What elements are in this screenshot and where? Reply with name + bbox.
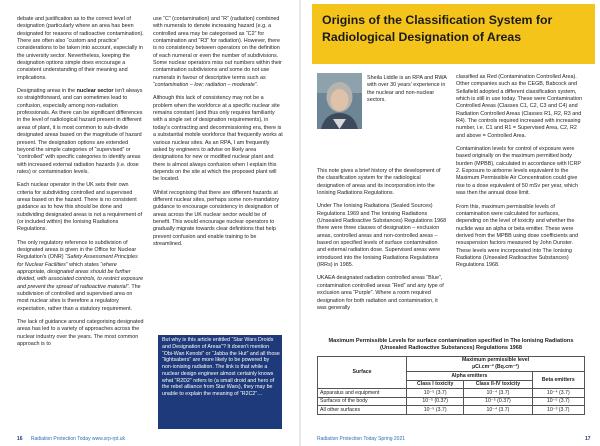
contamination-levels-table: [317, 356, 585, 415]
header-alpha: Alpha emitters: [407, 372, 532, 381]
page-number: 16: [17, 436, 23, 442]
left-column-1: [17, 16, 145, 354]
page-number: 17: [585, 436, 591, 442]
right-column-2: [456, 74, 586, 276]
cell-surface: All other surfaces: [318, 406, 407, 415]
paragraph: [17, 88, 145, 176]
paragraph: [153, 16, 283, 89]
header-class1: Class I toxicity: [407, 380, 464, 389]
bold-term: nuclear sector: [76, 88, 114, 95]
italic-quote: “where appropriate, designated areas should be further divided, with associated controls, to restrict exposure and prevent the spread of radioactive material”.: [17, 261, 144, 290]
paragraph: Whilst recognising that there are different hazards at different nuclear sites, perhaps some non-mandatory guidance to encourage consistency in designation of areas across the UK nuclear sector would be of benefit. This would encourage nuclear operators to gradually migrate towards clear definitions that help prevent confusion and enable training to be streamlined.: [153, 189, 280, 247]
text-run: which states: [67, 261, 101, 268]
paragraph: Contamination levels for control of exposure were based originally on the maximum permitted body burden (MPBB), calculated in accordance with ICRP 2. Exposure to airborne levels equivalent to the Maximum Permissible Air Concentration could give rise to a dose equivalent of 50 mSv per year, which was then the annual dose limit.: [456, 146, 581, 197]
left-footer: [17, 436, 125, 442]
paragraph: The lack of guidance around categorising designated areas has led to a variety of approaches across the nuclear industry over the years. The most common approach is to: [17, 319, 144, 348]
cell-class2: 10⁻⁵ (0.37): [464, 397, 532, 406]
contamination-table-block: [317, 338, 585, 415]
header-surface: Surface: [318, 356, 407, 388]
cell-surface: Apparatus and equipment: [318, 389, 407, 398]
publication-name: Radiation Protection Today: [317, 436, 377, 442]
text-run: isn't always so straightforward, and can sometimes lead to confusion, especially among non-radiation professionals. As there can be significant differences in the level of radiological hazard present in different areas of plant, it is most common to sub-divide designated areas based on the magnitude of hazard present. The designation options are extended beyond the simple categories of “supervised” or “controlled” with specific categories to identify areas with increased external radiation hazards (i.e. dose rates) or contamination levels.: [17, 88, 143, 175]
text-run: The only regulatory reference to subdivision of designated areas is given in the Office for Nuclear Regulation's (ONR): [17, 239, 137, 261]
right-footer: [317, 436, 405, 442]
paragraph: [17, 240, 145, 313]
article-title: Origins of the Classification System for Radiological Designation of Areas: [322, 13, 553, 44]
article-title-box: [312, 4, 595, 64]
cell-class2: 10⁻⁴ (3.7): [464, 406, 532, 415]
cell-class1: 10⁻⁵ (3.7): [407, 406, 464, 415]
cell-class2: 10⁻⁴ (3.7): [464, 389, 532, 398]
callout-text: But why is this article entitled “Star Wars Droids and Designation of Areas”? It doesn't mention “Obi-Wan Kenobi” or “Jabba the Hut” and all those “lightsabers” are more likely to be powered by non-ionising radiation. The link is that while a nuclear design engineer almost certainly knows what “R2D2” refers to (a small droid and hero of the rebel alliance from Star Wars), they may be unable to explain the meaning of “R2C2”…: [162, 337, 280, 397]
header-beta: Beta emitters: [532, 372, 584, 389]
cell-beta: 10⁻⁴ (3.7): [532, 389, 584, 398]
italic-title: “Safety Assessment Principles for Nuclear Facilities”: [17, 254, 138, 268]
cell-surface: Surfaces of the body: [318, 397, 407, 406]
publication-url[interactable]: www.srp-rpt.uk: [91, 436, 126, 442]
author-portrait-image: [317, 73, 362, 129]
paragraph: Each nuclear operator in the UK sets their own criteria for subdividing controlled and supervised areas based on the hazard. There is no consistent guidance as to how this should be done and subdividing designated areas is not a requirement of (or included within) the Ionising Radiations Regulations.: [17, 182, 142, 233]
paragraph: debate and justification as to the correct level of designation (particularly where an area has been designated for reasons of radioactive contamination). There are often also “custom and practice” considerations to be taken into account, especially in the university sector. Nevertheless, keeping the designation options simple does encourage a consistent understanding of their meaning and implications.: [17, 16, 144, 81]
table-row: [318, 406, 585, 415]
italic-quote: “contamination – low; radiation – moderate”.: [153, 82, 259, 89]
header-class2: Class II-IV toxicity: [464, 380, 532, 389]
paragraph: classified as Red (Contamination Controlled Area). Other companies such as the CEGB, Babcock and Sellafield adopted a different classification system, which is still in use today. These were Contamination Controlled Areas (Classes C1, C2, C3 and C4) and Radiation Controlled Areas (Classes R1, R2, R3 and R4). The controls required increased with increasing number, i.e. C1 and R1 = Supervised Area, C2, R2 and above = Controlled Area.: [456, 74, 582, 139]
header-max-level: [407, 356, 585, 371]
text-run: Designating areas in the: [17, 88, 77, 95]
header-max-label: Maximum permissible level: [461, 357, 530, 364]
paragraph: UKAEA designated radiation controlled areas “Blue”, contamination controlled areas “Red” and any type of exclusion area “Purple”. Where a room required designation for both radiation and contamination, it was generally: [317, 275, 444, 311]
author-photo: [317, 73, 362, 129]
cell-class1: 10⁻⁵ (0.37): [407, 397, 464, 406]
table-row: [318, 389, 585, 398]
header-units: µCi.cm⁻² (Bq.cm⁻²): [472, 363, 519, 370]
cell-beta: 10⁻³ (3.7): [532, 406, 584, 415]
right-column-1: [317, 168, 447, 318]
publication-name: Radiation Protection Today: [30, 436, 91, 442]
star-wars-callout: [158, 335, 282, 429]
table-header-row: [318, 356, 585, 371]
paragraph: Under The Ionising Radiations (Sealed Sources) Regulations 1969 and The Ionising Radiations (Unsealed Radioactive Substances) Regulations 1968 there were three classes of designation – exclusion areas, controlled areas and non-controlled areas – based on specified levels of surface contamination and external radiation dose. Supervised areas were introduced into the Ionising Radiations Regulations (IRRs) in 1985.: [317, 203, 447, 269]
table-row: [318, 397, 585, 406]
paragraph: From this, maximum permissible levels of contamination were calculated for surfaces, depending on the level of toxicity and whether the nuclide was an alpha or beta emitter. These were derived from the MPBB using dose coefficients and resuspension factors measured by John Dunster. These levels were incorporated into The Ionising Radiations (Unsealed Radioactive Substances) Regulations 1968.: [456, 203, 579, 269]
text-run: use “C” (contamination) and “R” (radiation) combined with numerals to denote increasing hazard (e.g. a controlled area may be categorised as “C2” for contamination and “R3” for radiation). However, there is no consistency between operators on the definition of each numeral or even the number of subdivisions. Some nuclear operators miss out numbers within their contamination subdivisions and some do not use numerals in favour of descriptive terms such as: [153, 16, 282, 81]
author-bio: Sheila Liddle is an RPA and RWA with over 30 years' experience in the nuclear and non-nuclear sectors.: [367, 75, 447, 103]
cell-beta: 10⁻⁵ (3.7): [532, 397, 584, 406]
text-run: The subdivision of controlled and supervised area on most nuclear sites is therefore a regulatory expectation, rather than a statutory requirement.: [17, 283, 141, 312]
paragraph: Although this lack of consistency may not be a problem when the workforce at a specific nuclear site remains constant (and thus only requires familiarity with a single set of designation requirements), in today's contracting and decommissioning era, there is a substantial mobile workforce that frequently works at various nuclear sites. As an RPA, I am frequently asked by engineers to advise on likely area designations for new or modified nuclear plant and there is almost always confusion when I explain this depends on the site at which the proposed plant will be located.: [153, 95, 283, 183]
paragraph: This note gives a brief history of the development of the classification system for the radiological designation of areas and its incorporation into the Ionising Radiations Regulations.: [317, 168, 441, 197]
left-column-2: [153, 16, 283, 254]
table-title: Maximum Permissible Levels for surface contamination specified in The Ionising Radiations (Unsealed Radioactive Substances) Regulations 1968: [328, 338, 574, 352]
cell-class1: 10⁻⁵ (3.7): [407, 389, 464, 398]
issue-label: Spring 2021: [378, 436, 406, 442]
